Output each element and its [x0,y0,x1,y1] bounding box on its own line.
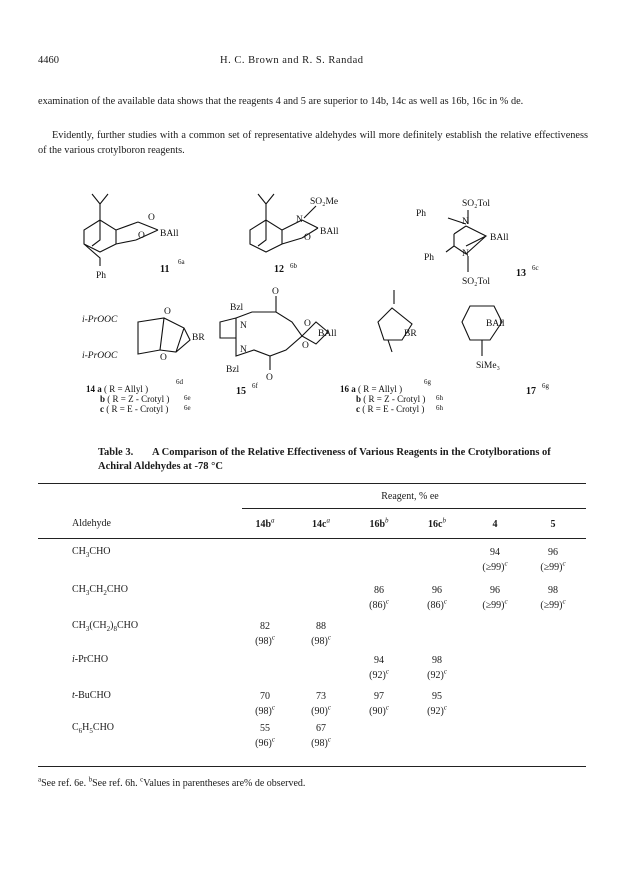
de-value-cell: $(86)^c$ [369,597,389,611]
column-group-header: Reagent, % ee [381,491,439,502]
de-value-cell: $(92)^c$ [427,667,447,681]
ref-6e: 6e [184,404,191,412]
column-header-16b: $16b^b$ [369,516,389,530]
ref-6g: 6g [424,378,431,386]
label-O: O [266,373,273,383]
ee-value-cell: 97 [374,691,384,702]
label-BAll: BAll [490,233,509,243]
compound-16b: b ( R = Z - Crotyl ) [356,394,426,404]
ref-6f: 6f [252,382,258,390]
de-value-cell: (≥99)$^c$ [482,597,508,611]
ee-value-cell: 96 [432,585,442,596]
ee-value-cell: 96 [548,547,558,558]
de-value-cell: $(98)^c$ [311,633,331,647]
compound-14c: c ( R = E - Crotyl ) [100,404,169,414]
label-O: O [302,341,309,351]
label-BAll: BAll [486,319,505,329]
ee-value-cell: 86 [374,585,384,596]
column-header-5: 5 [550,519,556,530]
aldehyde-cell: $CH_3(CH_2)_8CHO$ [72,620,139,633]
label-N: N [462,217,469,227]
label-BAll: BAll [160,229,179,239]
column-header-14c: $14c^a$ [312,516,330,530]
ee-value-cell: 94 [490,547,500,558]
label-O: O [304,233,311,243]
structures-figure [0,172,624,442]
table-bottom-rule [38,766,586,767]
compound-14a: 14 a ( R = Allyl ) [86,384,149,394]
de-value-cell: $(96)^c$ [255,735,275,749]
aldehyde-cell: $C_6H_5CHO$ [72,722,115,735]
ref-6h: 6h [436,394,443,402]
label-BAll: BAll [320,227,339,237]
label-Ph: Ph [424,253,435,263]
ee-value-cell: 95 [432,691,442,702]
label-O: O [138,231,145,241]
label-O: O [304,319,311,329]
ee-value-cell: 70 [260,691,270,702]
stub-header: Aldehyde [72,518,111,529]
structure-16 [378,290,412,352]
ref-6a: 6a [178,258,185,266]
label-BR: BR [404,329,417,339]
compound-14b: b ( R = Z - Crotyl ) [100,394,170,404]
ref-6e: 6e [184,394,191,402]
structure-14 [138,318,190,354]
aldehyde-cell: i-PrCHO [72,654,109,665]
label-Bzl: Bzl [226,365,240,375]
ref-6c: 6c [532,264,539,272]
label-N: N [296,215,303,225]
compound-number-12: 12 [274,264,284,275]
label-iPrOOC: i-PrOOC [82,351,118,361]
label-SO2Tol: SO₂Tol [462,277,490,287]
ee-value-cell: 55 [260,723,270,734]
label-BAll: BAll [318,329,337,339]
ee-value-cell: 96 [490,585,500,596]
ref-6d: 6d [176,378,183,386]
structure-11 [84,194,158,266]
column-header-4: 4 [492,519,498,530]
aldehyde-cell: $CH_3CH_2CHO$ [72,584,128,597]
ref-6g: 6g [542,382,549,390]
compound-16a: 16 a ( R = Allyl ) [340,384,403,394]
table-title: A Comparison of the Relative Effectiveness of Various Reagents in the Crotylborations of Achiral Aldehydes at -78 °C [98,447,551,472]
label-Ph: Ph [416,209,427,219]
label-SO2Tol: SO₂Tol [462,199,490,209]
table-caption [98,446,558,474]
aldehyde-cell: t-BuCHO [72,690,111,701]
label-Ph: Ph [96,271,107,281]
label-SO2Me: SO₂Me [310,197,339,207]
table-footnote: $^a$See ref. 6e. $^b$See ref. 6h. $^c$Values in parentheses are% de observed. [38,775,306,789]
ee-value-cell: 98 [432,655,442,666]
ee-value-cell: 88 [316,621,326,632]
label-iPrOOC: i-PrOOC [82,315,118,325]
ref-6b: 6b [290,262,297,270]
compound-number-17: 17 [526,386,536,397]
running-head: H. C. Brown and R. S. Randad [220,55,364,66]
label-Bzl: Bzl [230,303,244,313]
label-N: N [462,249,469,259]
de-value-cell: (≥99)$^c$ [540,597,566,611]
column-header-14b: $14b^a$ [255,516,275,530]
de-value-cell: (≥99)$^c$ [482,559,508,573]
label-O: O [164,307,171,317]
body-paragraph-1: examination of the available data shows that the reagents 4 and 5 are superior to 14b, 14c as well as 16b, 16c in % de. [38,96,524,107]
ee-value-cell: 82 [260,621,270,632]
de-value-cell: $(90)^c$ [311,703,331,717]
de-value-cell: $(98)^c$ [255,633,275,647]
de-value-cell: $(98)^c$ [255,703,275,717]
de-value-cell: $(98)^c$ [311,735,331,749]
column-header-16c: $16c^b$ [428,516,446,530]
page-number: 4460 [38,55,59,66]
body-paragraph-2: Evidently, further studies with a common set of representative aldehydes will more definitely establish the relative effectiveness of the various crotylboron reagents. [38,130,588,156]
ee-value-cell: 98 [548,585,558,596]
ref-6h: 6h [436,404,443,412]
structure-17 [462,306,502,356]
label-N: N [240,321,247,331]
structure-12 [250,194,318,252]
de-value-cell: $(92)^c$ [369,667,389,681]
label-N: N [240,345,247,355]
de-value-cell: (≥99)$^c$ [540,559,566,573]
compound-number-15: 15 [236,386,246,397]
label-O: O [272,287,279,297]
label-SiMe3: SiMe₃ [476,361,500,371]
label-O: O [160,353,167,363]
ee-value-cell: 73 [316,691,326,702]
compound-number-11: 11 [160,264,170,275]
de-value-cell: $(90)^c$ [369,703,389,717]
table-top-rule [38,483,586,484]
label-O: O [148,213,155,223]
label-BR: BR [192,333,205,343]
aldehyde-cell: $CH_3CHO$ [72,546,111,559]
ee-value-cell: 94 [374,655,384,666]
table-header-rule [38,538,586,539]
de-value-cell: $(86)^c$ [427,597,447,611]
compound-16c: c ( R = E - Crotyl ) [356,404,425,414]
table-group-rule [242,508,586,509]
de-value-cell: $(92)^c$ [427,703,447,717]
ee-value-cell: 67 [316,723,326,734]
compound-number-13: 13 [516,268,526,279]
table-label: Table 3. [98,447,134,458]
